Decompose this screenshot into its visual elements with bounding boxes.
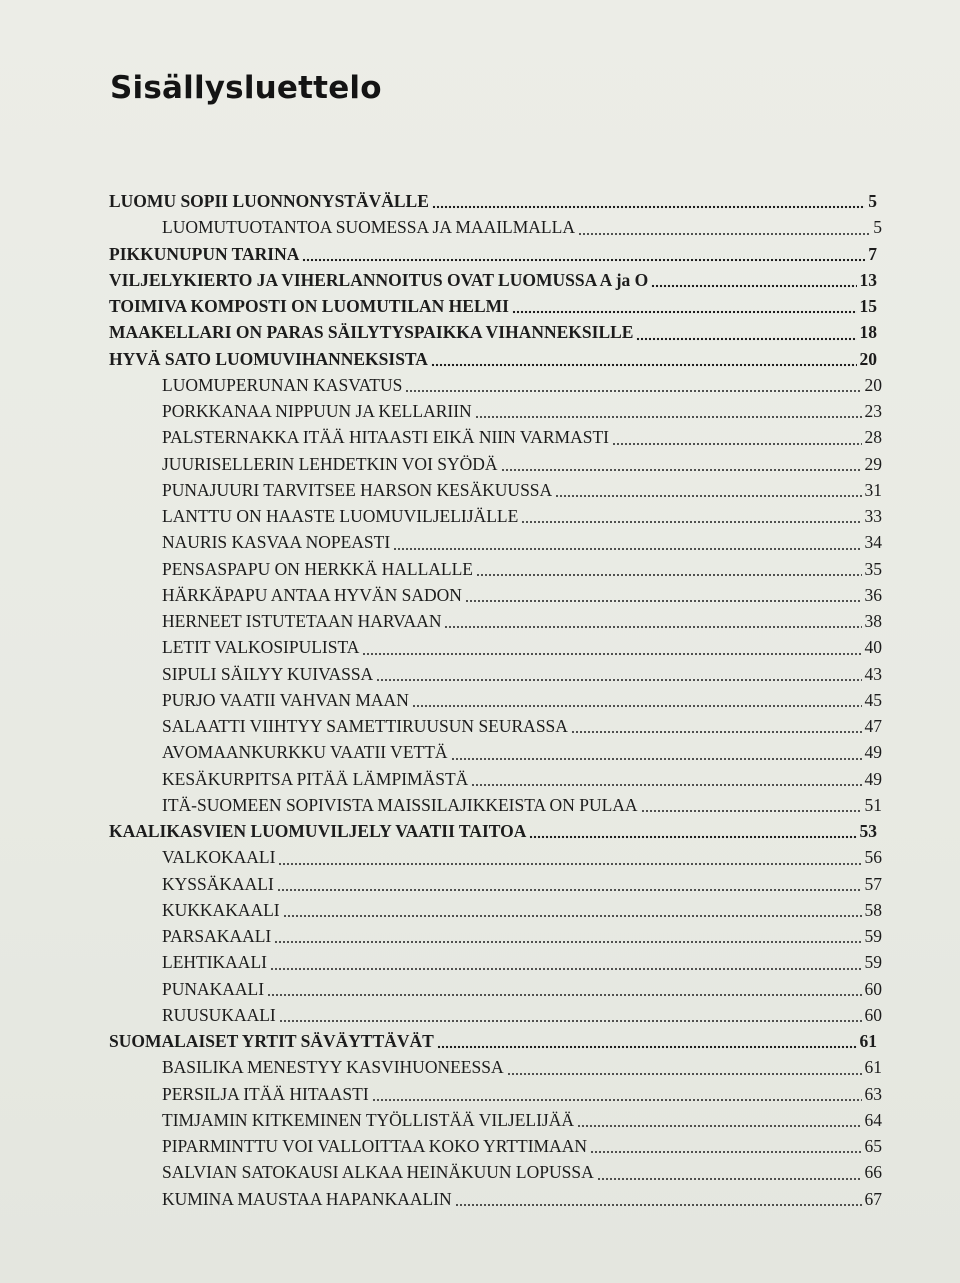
dot-leader	[451, 743, 862, 761]
toc-page-number: 5	[873, 217, 882, 238]
toc-entry-title: PARSAKAALI	[162, 926, 272, 946]
toc-entry-title: SIPULI SÄILYY KUIVASSA	[162, 663, 374, 684]
toc-page-number: 20	[859, 348, 877, 369]
toc-entry-title: AVOMAANKURKKU VAATII VETTÄ	[162, 742, 448, 763]
toc-section-entry	[0, 949, 882, 975]
dot-leader	[507, 1058, 862, 1076]
toc-page-number: 45	[864, 689, 882, 710]
dot-leader	[475, 401, 862, 419]
toc-chapter-entry	[0, 293, 877, 319]
toc-page-number: 51	[864, 794, 882, 815]
toc-page-number: 49	[864, 742, 882, 763]
toc-section-entry	[0, 529, 882, 555]
dot-leader	[431, 349, 857, 367]
toc-page-number: 5	[868, 191, 877, 211]
dot-leader	[577, 1110, 861, 1128]
toc-page-number: 43	[864, 663, 882, 684]
dot-leader	[471, 769, 861, 787]
toc-entry-title: PENSASPAPU ON HERKKÄ HALLALLE	[162, 558, 473, 579]
dot-leader	[590, 1136, 861, 1154]
dot-leader	[372, 1084, 862, 1102]
dot-leader	[277, 874, 862, 892]
toc-section-entry	[0, 608, 882, 634]
toc-section-entry	[0, 503, 882, 529]
toc-entry-title: MAAKELLARI ON PARAS SÄILYTYSPAIKKA VIHANNEKSILLE	[109, 322, 634, 343]
toc-section-entry	[0, 1133, 882, 1159]
toc-page-number: 20	[864, 374, 882, 395]
toc-section-entry	[0, 214, 882, 240]
dot-leader	[612, 428, 862, 446]
toc-entry-title: KAALIKASVIEN LUOMUVILJELY VAATII TAITOA	[109, 821, 527, 841]
toc-chapter-entry	[0, 1028, 877, 1054]
toc-section-entry	[0, 634, 882, 660]
dot-leader	[578, 218, 870, 236]
toc-page-number: 63	[864, 1083, 882, 1104]
dot-leader	[476, 559, 862, 577]
dot-leader	[501, 454, 862, 472]
toc-page-number: 7	[868, 243, 877, 264]
toc-entry-title: LANTTU ON HAASTE LUOMUVILJELIJÄLLE	[162, 506, 519, 526]
dot-leader	[362, 638, 861, 656]
toc-entry-title: LUOMUTUOTANTOA SUOMESSA JA MAAILMALLA	[162, 217, 575, 238]
dot-leader	[641, 795, 862, 813]
toc-page-number: 59	[864, 926, 882, 946]
toc-entry-title: BASILIKA MENESTYY KASVIHUONEESSA	[162, 1057, 504, 1078]
toc-entry-title: PERSILJA ITÄÄ HITAASTI	[162, 1083, 369, 1104]
toc-section-entry	[0, 661, 882, 687]
toc-page-number: 38	[864, 611, 882, 631]
toc-page-number: 35	[864, 558, 882, 579]
toc-section-entry	[0, 923, 882, 949]
toc-entry-title: RUUSUKAALI	[162, 1004, 276, 1025]
toc-entry-title: SUOMALAISET YRTIT SÄVÄYTTÄVÄT	[109, 1031, 434, 1051]
toc-page-number: 61	[859, 1031, 877, 1051]
toc-entry-title: PIKKUNUPUN TARINA	[109, 243, 300, 264]
dot-leader	[274, 926, 861, 944]
toc-page-number: 36	[864, 584, 882, 605]
toc-section-entry	[0, 1081, 882, 1107]
toc-entry-title: VILJELYKIERTO JA VIHERLANNOITUS OVAT LUOMUSSA A ja O	[109, 269, 649, 290]
toc-page-number: 49	[864, 768, 882, 789]
toc-entry-title: HERNEET ISTUTETAAN HARVAAN	[162, 611, 442, 631]
toc-section-entry	[0, 582, 882, 608]
dot-leader	[279, 1005, 862, 1023]
toc-entry-title: ITÄ-SUOMEEN SOPIVISTA MAISSILAJIKKEISTA ON PULAA	[162, 794, 638, 815]
toc-page-number: 65	[864, 1136, 882, 1156]
toc-entry-title: LEHTIKAALI	[162, 952, 267, 973]
toc-page-number: 28	[864, 427, 882, 448]
toc-entry-title: PURJO VAATII VAHVAN MAAN	[162, 689, 409, 710]
toc-page-number: 57	[864, 873, 882, 894]
toc-entry-title: PUNAJUURI TARVITSEE HARSON KESÄKUUSSA	[162, 479, 553, 500]
toc-page-number: 61	[864, 1057, 882, 1078]
toc-entry-title: HÄRKÄPAPU ANTAA HYVÄN SADON	[162, 584, 462, 605]
toc-section-entry	[0, 1159, 882, 1185]
toc-chapter-entry	[0, 818, 877, 844]
toc-page-number: 59	[864, 952, 882, 973]
dot-leader	[636, 323, 856, 341]
toc-entry-title: KUMINA MAUSTAA HAPANKAALIN	[162, 1188, 452, 1209]
toc-entry-title: PORKKANAA NIPPUUN JA KELLARIIN	[162, 401, 472, 421]
toc-chapter-entry	[0, 267, 877, 293]
toc-section-entry	[0, 897, 882, 923]
toc-entry-title: JUURISELLERIN LEHDETKIN VOI SYÖDÄ	[162, 453, 498, 474]
toc-section-entry	[0, 871, 882, 897]
toc-page-number: 23	[864, 401, 882, 421]
dot-leader	[393, 533, 861, 551]
toc-page-number: 66	[864, 1162, 882, 1183]
toc-section-entry	[0, 556, 882, 582]
table-of-contents	[0, 188, 960, 1212]
toc-chapter-entry	[0, 188, 877, 214]
toc-entry-title: NAURIS KASVAA NOPEASTI	[162, 532, 391, 553]
toc-page-number: 56	[864, 847, 882, 868]
toc-chapter-entry	[0, 346, 877, 372]
dot-leader	[432, 191, 865, 209]
toc-section-entry	[0, 713, 882, 739]
toc-section-entry	[0, 844, 882, 870]
toc-entry-title: VALKOKAALI	[162, 847, 276, 868]
dot-leader	[597, 1163, 862, 1181]
toc-section-entry	[0, 976, 882, 1002]
toc-page-number: 31	[864, 479, 882, 500]
toc-chapter-entry	[0, 241, 877, 267]
toc-page-number: 33	[864, 506, 882, 526]
toc-section-entry	[0, 451, 882, 477]
toc-section-entry	[0, 424, 882, 450]
dot-leader	[571, 716, 862, 734]
toc-entry-title: PIPARMINTTU VOI VALLOITTAA KOKO YRTTIMAAN	[162, 1136, 588, 1156]
toc-entry-title: KUKKAKAALI	[162, 899, 280, 920]
toc-chapter-entry	[0, 319, 877, 345]
toc-page-number: 67	[864, 1188, 882, 1209]
dot-leader	[437, 1031, 857, 1049]
page-title: Sisällysluettelo	[110, 70, 382, 106]
toc-entry-title: KESÄKURPITSA PITÄÄ LÄMPIMÄSTÄ	[162, 768, 469, 789]
dot-leader	[651, 270, 856, 288]
toc-page-number: 15	[859, 296, 877, 316]
dot-leader	[465, 585, 862, 603]
toc-page-number: 40	[864, 637, 882, 658]
dot-leader	[412, 690, 862, 708]
dot-leader	[444, 611, 861, 629]
dot-leader	[512, 296, 857, 314]
toc-page-number: 64	[864, 1109, 882, 1130]
dot-leader	[455, 1189, 862, 1207]
toc-page-number: 58	[864, 899, 882, 920]
dot-leader	[302, 244, 865, 262]
toc-section-entry	[0, 792, 882, 818]
toc-page-number: 18	[859, 322, 877, 343]
dot-leader	[267, 979, 861, 997]
toc-section-entry	[0, 1186, 882, 1212]
toc-page-number: 47	[864, 716, 882, 736]
toc-section-entry	[0, 1054, 882, 1080]
dot-leader	[376, 664, 861, 682]
dot-leader	[521, 506, 861, 524]
toc-section-entry	[0, 398, 882, 424]
toc-entry-title: LUOMUPERUNAN KASVATUS	[162, 374, 403, 395]
toc-entry-title: PALSTERNAKKA ITÄÄ HITAASTI EIKÄ NIIN VARMASTI	[162, 427, 609, 448]
toc-section-entry	[0, 477, 882, 503]
dot-leader	[555, 480, 861, 498]
toc-entry-title: HYVÄ SATO LUOMUVIHANNEKSISTA	[109, 348, 428, 369]
toc-page-number: 29	[864, 453, 882, 474]
toc-entry-title: KYSSÄKAALI	[162, 873, 274, 894]
dot-leader	[529, 821, 856, 839]
toc-section-entry	[0, 766, 882, 792]
dot-leader	[405, 375, 861, 393]
toc-page-number: 34	[864, 532, 882, 553]
toc-entry-title: TIMJAMIN KITKEMINEN TYÖLLISTÄÄ VILJELIJÄÄ	[162, 1109, 575, 1130]
toc-section-entry	[0, 1002, 882, 1028]
toc-entry-title: PUNAKAALI	[162, 978, 265, 999]
toc-entry-title: LETIT VALKOSIPULISTA	[162, 637, 360, 658]
dot-leader	[270, 953, 862, 971]
toc-section-entry	[0, 739, 882, 765]
toc-page-number: 60	[864, 978, 882, 999]
toc-entry-title: SALAATTI VIIHTYY SAMETTIRUUSUN SEURASSA	[162, 716, 568, 736]
toc-entry-title: SALVIAN SATOKAUSI ALKAA HEINÄKUUN LOPUSSA	[162, 1162, 594, 1183]
toc-section-entry	[0, 1107, 882, 1133]
dot-leader	[278, 848, 861, 866]
toc-entry-title: LUOMU SOPII LUONNONYSTÄVÄLLE	[109, 191, 429, 211]
toc-section-entry	[0, 687, 882, 713]
toc-section-entry	[0, 372, 882, 398]
dot-leader	[283, 900, 862, 918]
toc-entry-title: TOIMIVA KOMPOSTI ON LUOMUTILAN HELMI	[109, 296, 509, 316]
toc-page-number: 60	[864, 1004, 882, 1025]
toc-page-number: 53	[859, 821, 877, 841]
toc-page-number: 13	[859, 269, 877, 290]
